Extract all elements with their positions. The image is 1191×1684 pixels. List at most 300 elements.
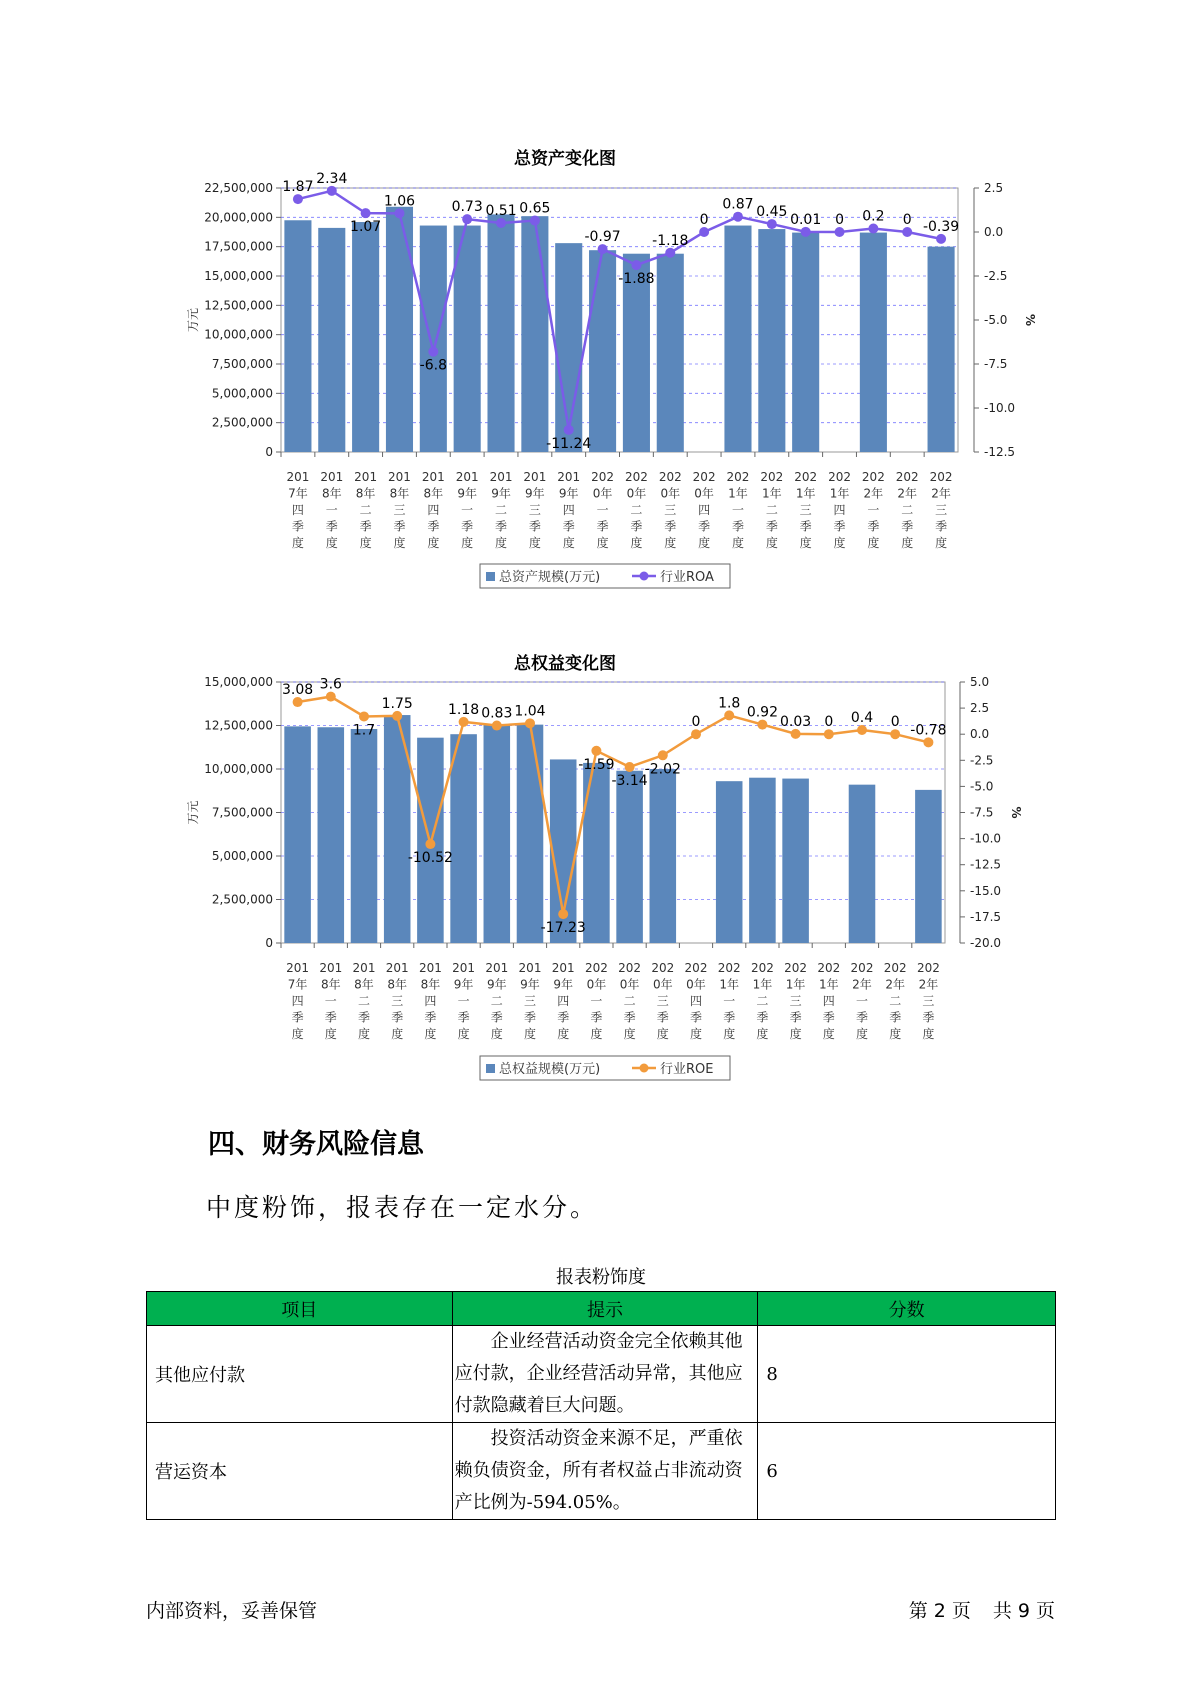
x-tick-label: 201 bbox=[286, 470, 310, 484]
x-tick-label: 201 bbox=[421, 470, 445, 484]
x-tick-label: 季 bbox=[822, 1010, 835, 1025]
series-point bbox=[530, 216, 540, 226]
x-tick-label: 度 bbox=[756, 1027, 769, 1041]
y2-tick-label: -7.5 bbox=[984, 357, 1008, 371]
data-label: -2.02 bbox=[644, 761, 681, 778]
total-equity-chart-svg bbox=[150, 645, 1023, 1105]
x-tick-label: 季 bbox=[357, 1010, 371, 1025]
x-tick-label: 度 bbox=[799, 536, 812, 550]
legend-bar-swatch bbox=[486, 572, 495, 581]
x-tick-label: 四 bbox=[291, 994, 304, 1008]
x-tick-label: 1年 bbox=[728, 486, 748, 501]
x-tick-label: 四 bbox=[424, 994, 437, 1008]
x-tick-label: 四 bbox=[427, 503, 440, 517]
series-point bbox=[293, 194, 303, 204]
legend-label: 总权益规模(万元) bbox=[499, 1062, 601, 1077]
y-tick-label: 0 bbox=[265, 936, 273, 950]
total-prefix: 共 bbox=[992, 1600, 1012, 1622]
x-tick-label: 季 bbox=[833, 519, 846, 534]
data-label: 0.01 bbox=[790, 211, 822, 228]
x-tick-label: 201 bbox=[518, 961, 542, 975]
y-tick-label: 12,500,000 bbox=[204, 718, 273, 733]
series-point bbox=[361, 208, 371, 218]
bar bbox=[657, 254, 684, 452]
x-tick-label: 度 bbox=[461, 536, 474, 550]
series-point bbox=[359, 711, 369, 721]
x-tick-label: 季 bbox=[596, 519, 609, 534]
total-unit: 页 bbox=[1035, 1600, 1055, 1622]
series-point bbox=[327, 186, 337, 196]
x-tick-label: 1年 bbox=[785, 977, 806, 992]
series-point bbox=[428, 347, 438, 357]
series-point bbox=[425, 839, 435, 849]
y2-axis-title: % bbox=[1023, 313, 1037, 327]
x-tick-label: 四 bbox=[698, 503, 711, 517]
data-label: -1.18 bbox=[652, 232, 689, 249]
series-point bbox=[824, 729, 834, 739]
x-tick-label: 三 bbox=[935, 503, 948, 517]
series-point bbox=[923, 737, 933, 747]
x-tick-label: 度 bbox=[457, 1027, 470, 1041]
x-tick-label: 8年 bbox=[389, 486, 410, 501]
x-tick-label: 季 bbox=[557, 1010, 570, 1025]
x-tick-label: 四 bbox=[833, 503, 846, 517]
bar bbox=[782, 779, 809, 943]
data-label: 1.04 bbox=[514, 703, 546, 720]
y-tick-label: 15,000,000 bbox=[204, 675, 273, 689]
x-tick-label: 0年 bbox=[652, 977, 673, 992]
x-tick-label: 201 bbox=[320, 470, 344, 484]
data-label: 2.34 bbox=[316, 170, 348, 187]
x-tick-label: 二 bbox=[623, 994, 636, 1008]
x-tick-label: 季 bbox=[391, 1010, 404, 1025]
footer-confidential: 内部资料，妥善保管 bbox=[146, 1600, 318, 1622]
x-tick-label: 7年 bbox=[288, 486, 308, 501]
x-tick-label: 度 bbox=[325, 536, 338, 550]
bar bbox=[555, 243, 582, 452]
x-tick-label: 度 bbox=[664, 536, 677, 550]
x-tick-label: 季 bbox=[723, 1010, 736, 1025]
x-tick-label: 四 bbox=[822, 994, 835, 1008]
x-tick-label: 201 bbox=[418, 961, 442, 975]
data-label: 0.83 bbox=[481, 705, 513, 722]
data-label: -0.78 bbox=[910, 722, 947, 739]
x-tick-label: 2年 bbox=[931, 486, 951, 501]
series-point bbox=[835, 227, 845, 237]
row-score: 6 bbox=[758, 1423, 1056, 1520]
x-tick-label: 0年 bbox=[586, 977, 607, 992]
y-tick-label: 7,500,000 bbox=[211, 357, 273, 371]
data-label: 3.6 bbox=[319, 676, 342, 693]
y-tick-label: 7,500,000 bbox=[211, 805, 273, 820]
x-tick-label: 度 bbox=[922, 1027, 935, 1041]
x-tick-label: 度 bbox=[523, 1027, 537, 1041]
series-point bbox=[665, 248, 675, 258]
data-label: -10.52 bbox=[407, 850, 453, 867]
y-axis-title: 万元 bbox=[186, 800, 200, 825]
x-tick-label: 二 bbox=[765, 503, 778, 517]
x-tick-label: 三 bbox=[523, 994, 537, 1008]
x-tick-label: 202 bbox=[794, 470, 818, 484]
row-hint: 企业经营活动资金完全依赖其他应付款，企业经营活动异常，其他应付款隐藏着巨大问题。 bbox=[452, 1326, 758, 1423]
x-tick-label: 8年 bbox=[355, 486, 376, 501]
x-tick-label: 季 bbox=[656, 1010, 669, 1025]
legend-point-swatch bbox=[640, 572, 649, 581]
x-tick-label: 度 bbox=[689, 1027, 703, 1041]
y-tick-label: 10,000,000 bbox=[204, 327, 273, 342]
y2-axis-title: % bbox=[1009, 806, 1023, 819]
x-tick-label: 二 bbox=[630, 503, 643, 517]
series-point bbox=[598, 244, 608, 254]
x-tick-label: 季 bbox=[324, 1010, 337, 1025]
x-tick-label: 二 bbox=[756, 994, 769, 1008]
bar bbox=[487, 214, 514, 452]
y-tick-label: 5,000,000 bbox=[211, 386, 273, 401]
data-label: -11.24 bbox=[546, 435, 592, 452]
x-tick-label: 9年 bbox=[553, 977, 574, 992]
x-tick-label: 季 bbox=[698, 519, 711, 534]
x-tick-label: 度 bbox=[623, 1027, 636, 1041]
x-tick-label: 季 bbox=[689, 1010, 703, 1025]
section-body: 中度粉饰，报表存在一定水分。 bbox=[206, 1193, 599, 1222]
x-tick-label: 202 bbox=[883, 961, 907, 975]
x-tick-label: 度 bbox=[765, 536, 778, 550]
header-score: 分数 bbox=[758, 1292, 1056, 1326]
x-tick-label: 度 bbox=[291, 1027, 304, 1041]
series-point bbox=[558, 909, 568, 919]
x-tick-label: 8年 bbox=[420, 977, 441, 992]
x-tick-label: 201 bbox=[352, 961, 376, 975]
x-tick-label: 度 bbox=[391, 1027, 404, 1041]
x-tick-label: 季 bbox=[325, 519, 338, 534]
x-tick-label: 2年 bbox=[897, 486, 918, 501]
x-tick-label: 202 bbox=[684, 961, 708, 975]
x-tick-label: 9年 bbox=[525, 486, 545, 501]
bar bbox=[716, 781, 743, 943]
x-tick-label: 度 bbox=[723, 1027, 736, 1041]
x-tick-label: 度 bbox=[731, 536, 744, 550]
series-point bbox=[492, 721, 502, 731]
x-tick-label: 三 bbox=[664, 503, 677, 517]
x-tick-label: 季 bbox=[427, 519, 440, 534]
bar bbox=[792, 233, 819, 452]
y2-tick-label: 5.0 bbox=[970, 675, 990, 689]
series-point bbox=[525, 718, 535, 728]
series-point bbox=[459, 717, 469, 727]
x-tick-label: 度 bbox=[393, 536, 406, 550]
footer-page-info bbox=[903, 1596, 1055, 1623]
x-tick-label: 度 bbox=[656, 1027, 669, 1041]
y-tick-label: 5,000,000 bbox=[211, 849, 273, 863]
x-tick-label: 202 bbox=[591, 470, 615, 484]
series-point bbox=[724, 710, 734, 720]
x-tick-label: 8年 bbox=[321, 486, 342, 501]
x-tick-label: 8年 bbox=[423, 486, 444, 501]
bar bbox=[318, 228, 345, 452]
y2-tick-label: -5.0 bbox=[984, 313, 1008, 327]
series-point bbox=[801, 227, 811, 237]
x-tick-label: 二 bbox=[495, 503, 508, 517]
x-tick-label: 季 bbox=[495, 519, 508, 534]
series-point bbox=[326, 692, 336, 702]
total-assets-chart-svg bbox=[150, 140, 1037, 600]
x-tick-label: 2年 bbox=[852, 977, 872, 992]
data-label: 0 bbox=[835, 212, 844, 228]
x-tick-label: 二 bbox=[490, 994, 503, 1008]
x-tick-label: 季 bbox=[901, 519, 914, 534]
row-hint: 投资活动资金来源不足，严重依赖负债资金，所有者权益占非流动资产比例为-594.05%。 bbox=[452, 1423, 758, 1520]
x-tick-label: 1年 bbox=[818, 977, 839, 992]
x-tick-label: 8年 bbox=[354, 977, 374, 992]
x-tick-label: 202 bbox=[624, 470, 648, 484]
x-tick-label: 季 bbox=[922, 1010, 935, 1025]
x-tick-label: 季 bbox=[731, 519, 744, 534]
x-tick-label: 202 bbox=[929, 470, 953, 484]
x-tick-label: 202 bbox=[850, 961, 874, 975]
page-unit: 页 bbox=[951, 1600, 971, 1622]
x-tick-label: 一 bbox=[461, 503, 474, 517]
series-point bbox=[658, 750, 668, 760]
y2-tick-label: 0.0 bbox=[970, 727, 990, 742]
x-tick-label: 季 bbox=[889, 1010, 902, 1025]
series-point bbox=[564, 425, 574, 435]
legend-label: 行业ROE bbox=[660, 1062, 714, 1077]
legend-point-swatch bbox=[640, 1064, 649, 1073]
bar bbox=[724, 226, 751, 452]
data-label: -1.88 bbox=[618, 271, 655, 288]
x-tick-label: 季 bbox=[291, 1010, 304, 1025]
x-tick-label: 1年 bbox=[762, 486, 782, 501]
y2-tick-label: -2.5 bbox=[984, 269, 1008, 283]
x-tick-label: 201 bbox=[523, 470, 547, 484]
series-point bbox=[733, 212, 743, 222]
x-tick-label: 度 bbox=[901, 536, 914, 550]
y2-tick-label: -10.0 bbox=[970, 831, 1002, 846]
series-point bbox=[757, 720, 767, 730]
x-tick-label: 季 bbox=[490, 1010, 503, 1025]
x-tick-label: 二 bbox=[359, 503, 372, 517]
table-row bbox=[147, 1423, 1056, 1520]
y-tick-label: 12,500,000 bbox=[204, 298, 273, 313]
x-tick-label: 2年 bbox=[885, 977, 906, 992]
x-tick-label: 季 bbox=[867, 519, 880, 534]
bar bbox=[484, 725, 511, 943]
page-prefix: 第 bbox=[908, 1600, 928, 1622]
x-tick-label: 度 bbox=[528, 536, 541, 550]
bar bbox=[284, 726, 311, 943]
x-tick-label: 度 bbox=[698, 536, 711, 550]
data-label: 1.8 bbox=[718, 695, 741, 712]
x-tick-label: 201 bbox=[489, 470, 513, 484]
x-tick-label: 一 bbox=[596, 503, 609, 517]
x-tick-label: 9年 bbox=[486, 977, 507, 992]
x-tick-label: 9年 bbox=[520, 977, 540, 992]
row-score: 8 bbox=[758, 1326, 1056, 1423]
x-tick-label: 季 bbox=[664, 519, 677, 534]
data-label: -6.8 bbox=[419, 357, 447, 374]
x-tick-label: 1年 bbox=[795, 486, 816, 501]
bar bbox=[420, 226, 447, 452]
bar bbox=[928, 247, 955, 452]
x-tick-label: 一 bbox=[325, 503, 338, 517]
y-tick-label: 17,500,000 bbox=[204, 239, 273, 254]
x-tick-label: 度 bbox=[357, 1027, 371, 1041]
y-tick-label: 0 bbox=[265, 445, 273, 459]
table-caption: 报表粉饰度 bbox=[556, 1267, 646, 1288]
x-tick-label: 二 bbox=[901, 503, 914, 517]
bar bbox=[352, 222, 379, 452]
x-tick-label: 度 bbox=[596, 536, 609, 550]
y2-tick-label: -17.5 bbox=[970, 909, 1002, 924]
x-tick-label: 度 bbox=[490, 1027, 503, 1041]
data-label: 1.75 bbox=[381, 695, 413, 712]
x-tick-label: 季 bbox=[799, 519, 812, 534]
table-row bbox=[147, 1326, 1056, 1423]
x-tick-label: 三 bbox=[922, 994, 935, 1008]
chart-title: 总权益变化图 bbox=[514, 654, 616, 674]
data-label: 0.4 bbox=[850, 710, 874, 727]
series-point bbox=[591, 746, 601, 756]
y2-tick-label: 2.5 bbox=[984, 181, 1004, 195]
plot-area bbox=[281, 188, 958, 452]
x-tick-label: 度 bbox=[855, 1027, 869, 1041]
total-pages: 9 bbox=[1017, 1600, 1030, 1622]
total-equity-chart bbox=[150, 645, 1023, 1105]
x-tick-label: 202 bbox=[584, 961, 608, 975]
y2-tick-label: -7.5 bbox=[970, 805, 994, 820]
series-point bbox=[462, 214, 472, 224]
data-label: 0.92 bbox=[746, 704, 778, 721]
x-tick-label: 一 bbox=[324, 994, 337, 1008]
data-label: 1.18 bbox=[448, 701, 480, 718]
bar bbox=[616, 771, 643, 943]
x-tick-label: 202 bbox=[817, 961, 841, 975]
y-axis-title: 万元 bbox=[186, 307, 200, 333]
x-tick-label: 201 bbox=[452, 961, 476, 975]
series-point bbox=[936, 234, 946, 244]
y2-tick-label: -12.5 bbox=[984, 445, 1016, 459]
series-point bbox=[691, 729, 701, 739]
x-tick-label: 0年 bbox=[660, 486, 681, 501]
x-tick-label: 1年 bbox=[719, 977, 740, 992]
data-label: 0.87 bbox=[722, 196, 754, 213]
data-label: 0 bbox=[890, 714, 900, 731]
y-tick-label: 20,000,000 bbox=[204, 210, 273, 225]
chart-title: 总资产变化图 bbox=[514, 149, 616, 169]
x-tick-label: 季 bbox=[623, 1010, 636, 1025]
x-tick-label: 2年 bbox=[918, 977, 939, 992]
x-tick-label: 季 bbox=[765, 519, 778, 534]
bar bbox=[318, 727, 345, 943]
x-tick-label: 201 bbox=[557, 470, 581, 484]
data-label: -0.39 bbox=[922, 218, 960, 235]
x-tick-label: 202 bbox=[658, 470, 682, 484]
data-label: 0 bbox=[824, 714, 834, 731]
x-tick-label: 度 bbox=[590, 1027, 603, 1041]
data-label: 0.65 bbox=[519, 200, 551, 217]
series-point bbox=[890, 729, 900, 739]
x-tick-label: 201 bbox=[485, 961, 509, 975]
bar bbox=[849, 785, 876, 943]
x-tick-label: 度 bbox=[889, 1027, 902, 1041]
y-tick-label: 22,500,000 bbox=[204, 181, 273, 195]
x-tick-label: 度 bbox=[822, 1027, 835, 1041]
row-item: 其他应付款 bbox=[147, 1326, 453, 1423]
x-tick-label: 季 bbox=[291, 519, 304, 534]
x-tick-label: 202 bbox=[895, 470, 919, 484]
data-label: 1.7 bbox=[352, 722, 376, 739]
x-tick-label: 度 bbox=[630, 536, 643, 550]
data-label: 0.45 bbox=[756, 204, 788, 221]
x-tick-label: 9年 bbox=[453, 977, 474, 992]
bar bbox=[517, 725, 544, 943]
x-tick-label: 季 bbox=[630, 519, 643, 534]
series-point bbox=[791, 729, 801, 739]
x-tick-label: 202 bbox=[750, 961, 774, 975]
series-point bbox=[394, 208, 404, 218]
data-label: -0.97 bbox=[584, 229, 621, 246]
row-item: 营运资本 bbox=[147, 1423, 453, 1520]
x-tick-label: 201 bbox=[354, 470, 378, 484]
y2-tick-label: -15.0 bbox=[970, 883, 1002, 898]
bar bbox=[650, 769, 677, 943]
x-tick-label: 度 bbox=[935, 536, 948, 550]
x-tick-label: 9年 bbox=[491, 486, 511, 501]
x-tick-label: 季 bbox=[523, 1010, 537, 1025]
x-tick-label: 202 bbox=[828, 470, 851, 484]
x-tick-label: 7年 bbox=[287, 977, 308, 992]
x-tick-label: 三 bbox=[789, 994, 802, 1008]
x-tick-label: 三 bbox=[799, 503, 812, 517]
x-tick-label: 季 bbox=[855, 1010, 869, 1025]
data-label: 0 bbox=[902, 212, 912, 228]
x-tick-label: 202 bbox=[784, 961, 808, 975]
y2-tick-label: 2.5 bbox=[970, 701, 990, 716]
risk-table bbox=[146, 1291, 1056, 1520]
x-tick-label: 三 bbox=[393, 503, 406, 517]
y-tick-label: 15,000,000 bbox=[204, 269, 273, 283]
x-tick-label: 201 bbox=[551, 961, 575, 975]
x-tick-label: 季 bbox=[590, 1010, 603, 1025]
y-tick-label: 10,000,000 bbox=[204, 762, 273, 776]
x-tick-label: 四 bbox=[291, 503, 304, 517]
page-number: 2 bbox=[933, 1600, 946, 1622]
x-tick-label: 度 bbox=[495, 536, 508, 550]
x-tick-label: 二 bbox=[889, 994, 902, 1008]
data-label: 1.07 bbox=[350, 219, 382, 236]
x-tick-label: 2年 bbox=[863, 486, 884, 501]
header-hint: 提示 bbox=[452, 1292, 758, 1326]
y2-tick-label: -5.0 bbox=[970, 779, 994, 794]
legend-label: 总资产规模(万元) bbox=[499, 570, 601, 585]
x-tick-label: 四 bbox=[562, 503, 575, 517]
y-tick-label: 2,500,000 bbox=[211, 415, 273, 430]
x-tick-label: 季 bbox=[393, 519, 406, 534]
x-tick-label: 一 bbox=[855, 994, 869, 1008]
x-tick-label: 0年 bbox=[619, 977, 640, 992]
x-tick-label: 201 bbox=[388, 470, 411, 484]
x-tick-label: 1年 bbox=[829, 486, 850, 501]
data-label: 0.51 bbox=[485, 203, 517, 220]
series-point bbox=[631, 260, 641, 270]
x-tick-label: 季 bbox=[935, 519, 948, 534]
x-tick-label: 度 bbox=[291, 536, 304, 550]
x-tick-label: 季 bbox=[789, 1010, 802, 1025]
bar bbox=[521, 216, 548, 452]
data-label: 0 bbox=[699, 212, 709, 228]
x-tick-label: 9年 bbox=[457, 486, 477, 501]
y2-tick-label: -12.5 bbox=[970, 857, 1002, 872]
